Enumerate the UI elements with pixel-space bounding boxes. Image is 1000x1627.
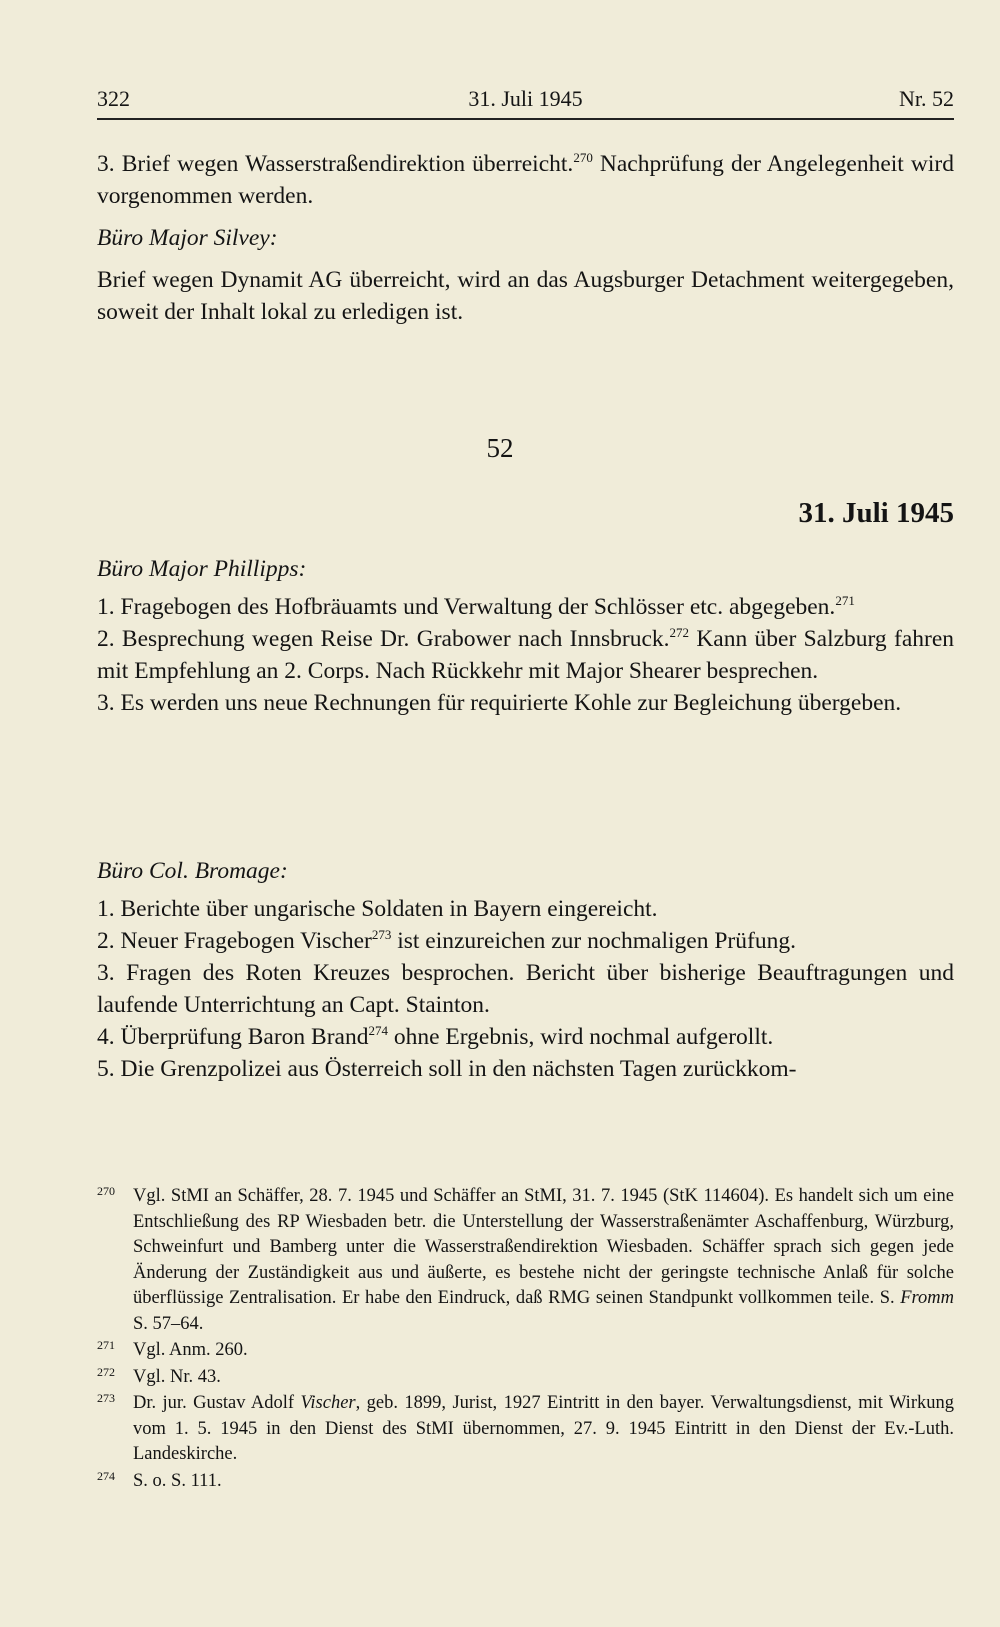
footnote-number: 270 — [97, 1184, 115, 1198]
footnote: 271 Vgl. Anm. 260. — [97, 1338, 954, 1364]
top-section — [97, 148, 954, 328]
page-number: 322 — [97, 86, 130, 111]
phillipps-section — [97, 553, 954, 719]
section-heading-phillipps: Büro Major Phillipps: — [97, 556, 307, 582]
paragraph-item-3: 3. Brief wegen Wasserstraßendirektion überreicht.$^{270}$ Nachprüfung der Angelegenheit wird vorgenommen werden. — [97, 150, 954, 209]
footnote: 270 Vgl. StMI an Schäffer, 28. 7. 1945 und Schäffer an StMI, 31. 7. 1945 (StK 114604). Es handelt sich um eine Entschließung des RP Wiesbaden betr. die Unterstellung der Wasserstraßenämter Aschaffenburg, Würzburg, Schweinfurt und Bamberg unter die Wasserstraßendirektion Wiesbaden. Schäffer sprach sich gegen jede Änderung der Zuständigkeit aus und äußerte, es bestehe nicht der geringste technische Anlaß für solche überflüssige Zentralisation. Er habe den Eindruck, daß RMG seinen Standpunkt vollkommen teile. S. Fromm S. 57–64. — [97, 1184, 954, 1337]
footnote-number: 272 — [97, 1364, 115, 1379]
footnote-number: 271 — [97, 1338, 115, 1352]
running-head — [97, 88, 954, 120]
section-heading-bromage: Büro Col. Bromage: — [97, 858, 288, 884]
list-item: 5. Die Grenzpolizei aus Österreich soll in den nächsten Tagen zurückkom- — [97, 1056, 797, 1082]
paragraph-silvey: Brief wegen Dynamit AG überreicht, wird an das Augsburger Detachment weitergegeben, soweit der Inhalt lokal zu erledigen ist. — [97, 267, 954, 325]
running-head-date: 31. Juli 1945 — [468, 86, 583, 111]
list-item: 2. Neuer Fragebogen Vischer$^{273}$ ist einzureichen zur nochmaligen Prüfung. — [97, 927, 796, 954]
footnote-number: 274 — [97, 1468, 115, 1483]
list-item: 3. Es werden uns neue Rechnungen für requirierte Kohle zur Begleichung übergeben. — [97, 690, 902, 716]
footnote-ref-271: 271 — [835, 593, 855, 609]
footnote-ref-272: 272 — [669, 625, 690, 641]
footnote: 274 S. o. S. 111. — [97, 1469, 954, 1495]
footnotes — [97, 1184, 954, 1495]
footnote-ref-273: 273 — [371, 927, 392, 943]
bromage-section — [97, 855, 954, 1085]
footnote: 273 Dr. jur. Gustav Adolf Vischer, geb. 1899, Jurist, 1927 Eintritt in den bayer. Verwaltungsdienst, mit Wirkung vom 1. 5. 1945 in den Dienst des StMI übernommen, 27. 9. 1945 Eintritt in den Dienst der Ev.-Luth. Landeskirche. — [97, 1391, 954, 1468]
document-date: 31. Juli 1945 — [798, 497, 954, 529]
footnote-ref-274: 274 — [368, 1023, 388, 1039]
list-item: 4. Überprüfung Baron Brand$^{274}$ ohne Ergebnis, wird nochmal aufgerollt. — [97, 1023, 774, 1050]
list-item: 2. Besprechung wegen Reise Dr. Grabower nach Innsbruck.$^{272}$ Kann über Salzburg fahren mit Empfehlung an 2. Corps. Nach Rückkehr mit Major Shearer besprechen. — [97, 625, 955, 684]
footnote-number: 273 — [97, 1391, 115, 1405]
running-head-document-number: Nr. 52 — [899, 86, 954, 111]
section-heading-silvey: Büro Major Silvey: — [97, 225, 278, 251]
footnote-ref-270: 270 — [573, 150, 593, 166]
list-item: 1. Fragebogen des Hofbräuamts und Verwaltung der Schlösser etc. abgegeben.$^{271}$ — [97, 593, 855, 620]
list-item: 3. Fragen des Roten Kreuzes besprochen. Bericht über bisherige Beauftragungen und laufende Unterrichtung an Capt. Stainton. — [97, 960, 954, 1018]
document-number: 52 — [486, 433, 514, 463]
list-item: 1. Berichte über ungarische Soldaten in Bayern eingereicht. — [97, 896, 658, 922]
footnote: 272 Vgl. Nr. 43. — [97, 1365, 954, 1391]
